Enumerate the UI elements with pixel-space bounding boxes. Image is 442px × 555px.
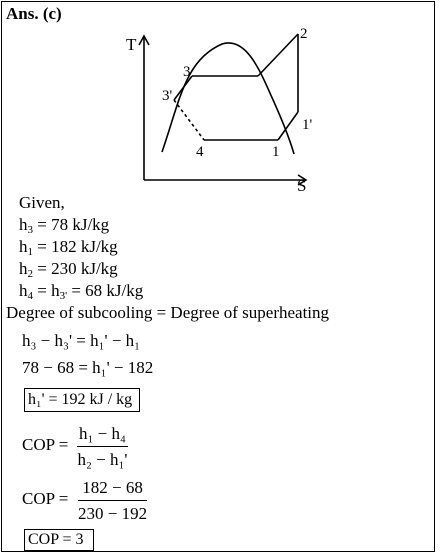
label-axis-s: S <box>297 176 307 195</box>
cop-denominator-2: 230 − 192 <box>78 504 148 523</box>
label-point-3prime: 3' <box>162 88 173 104</box>
line-3prime-to-4 <box>174 100 204 140</box>
cop-numerator-1: h₁ − h₄ <box>77 424 128 447</box>
line-x-to-2 <box>258 34 298 76</box>
boxed-result-h1prime-text: h₁' = 192 kJ / kg <box>28 391 133 408</box>
answer-heading: Ans. (c) <box>6 4 62 23</box>
equation-1: h₃ − h₃' = h₁' − h₁ <box>22 331 141 350</box>
label-point-1: 1 <box>272 144 280 160</box>
label-point-2: 2 <box>300 26 308 42</box>
given-h4: $h_4 = h_{3'} = 68$ kJ/kg <box>19 281 144 302</box>
given-h3: $h_3 = 78$ kJ/kg <box>19 215 110 236</box>
label-point-4: 4 <box>196 144 204 160</box>
given-h1: $h_1 = 182$ kJ/kg <box>19 237 118 258</box>
cop-fraction-1 <box>77 424 128 470</box>
cop-denominator-1: h₂ − h₁' <box>77 450 128 469</box>
label-point-1prime: 1' <box>302 117 313 133</box>
cop-numerator-2: 182 − 68 <box>78 478 147 501</box>
ts-diagram <box>0 0 442 200</box>
cop-label-2: COP = <box>22 489 69 508</box>
boxed-result-cop-text: COP = 3 <box>28 531 84 548</box>
label-axis-t: T <box>126 35 137 54</box>
equation-2: 78 − 68 = h₁' − 182 <box>22 358 154 377</box>
cop-label-1: COP = <box>22 435 69 454</box>
label-point-3: 3 <box>183 64 191 80</box>
given-h2: $h_2 = 230$ kJ/kg <box>19 259 118 280</box>
cop-fraction-2 <box>78 478 147 524</box>
subcooling-statement: Degree of subcooling = Degree of superheating <box>6 303 330 322</box>
given-label: Given, <box>19 193 65 212</box>
